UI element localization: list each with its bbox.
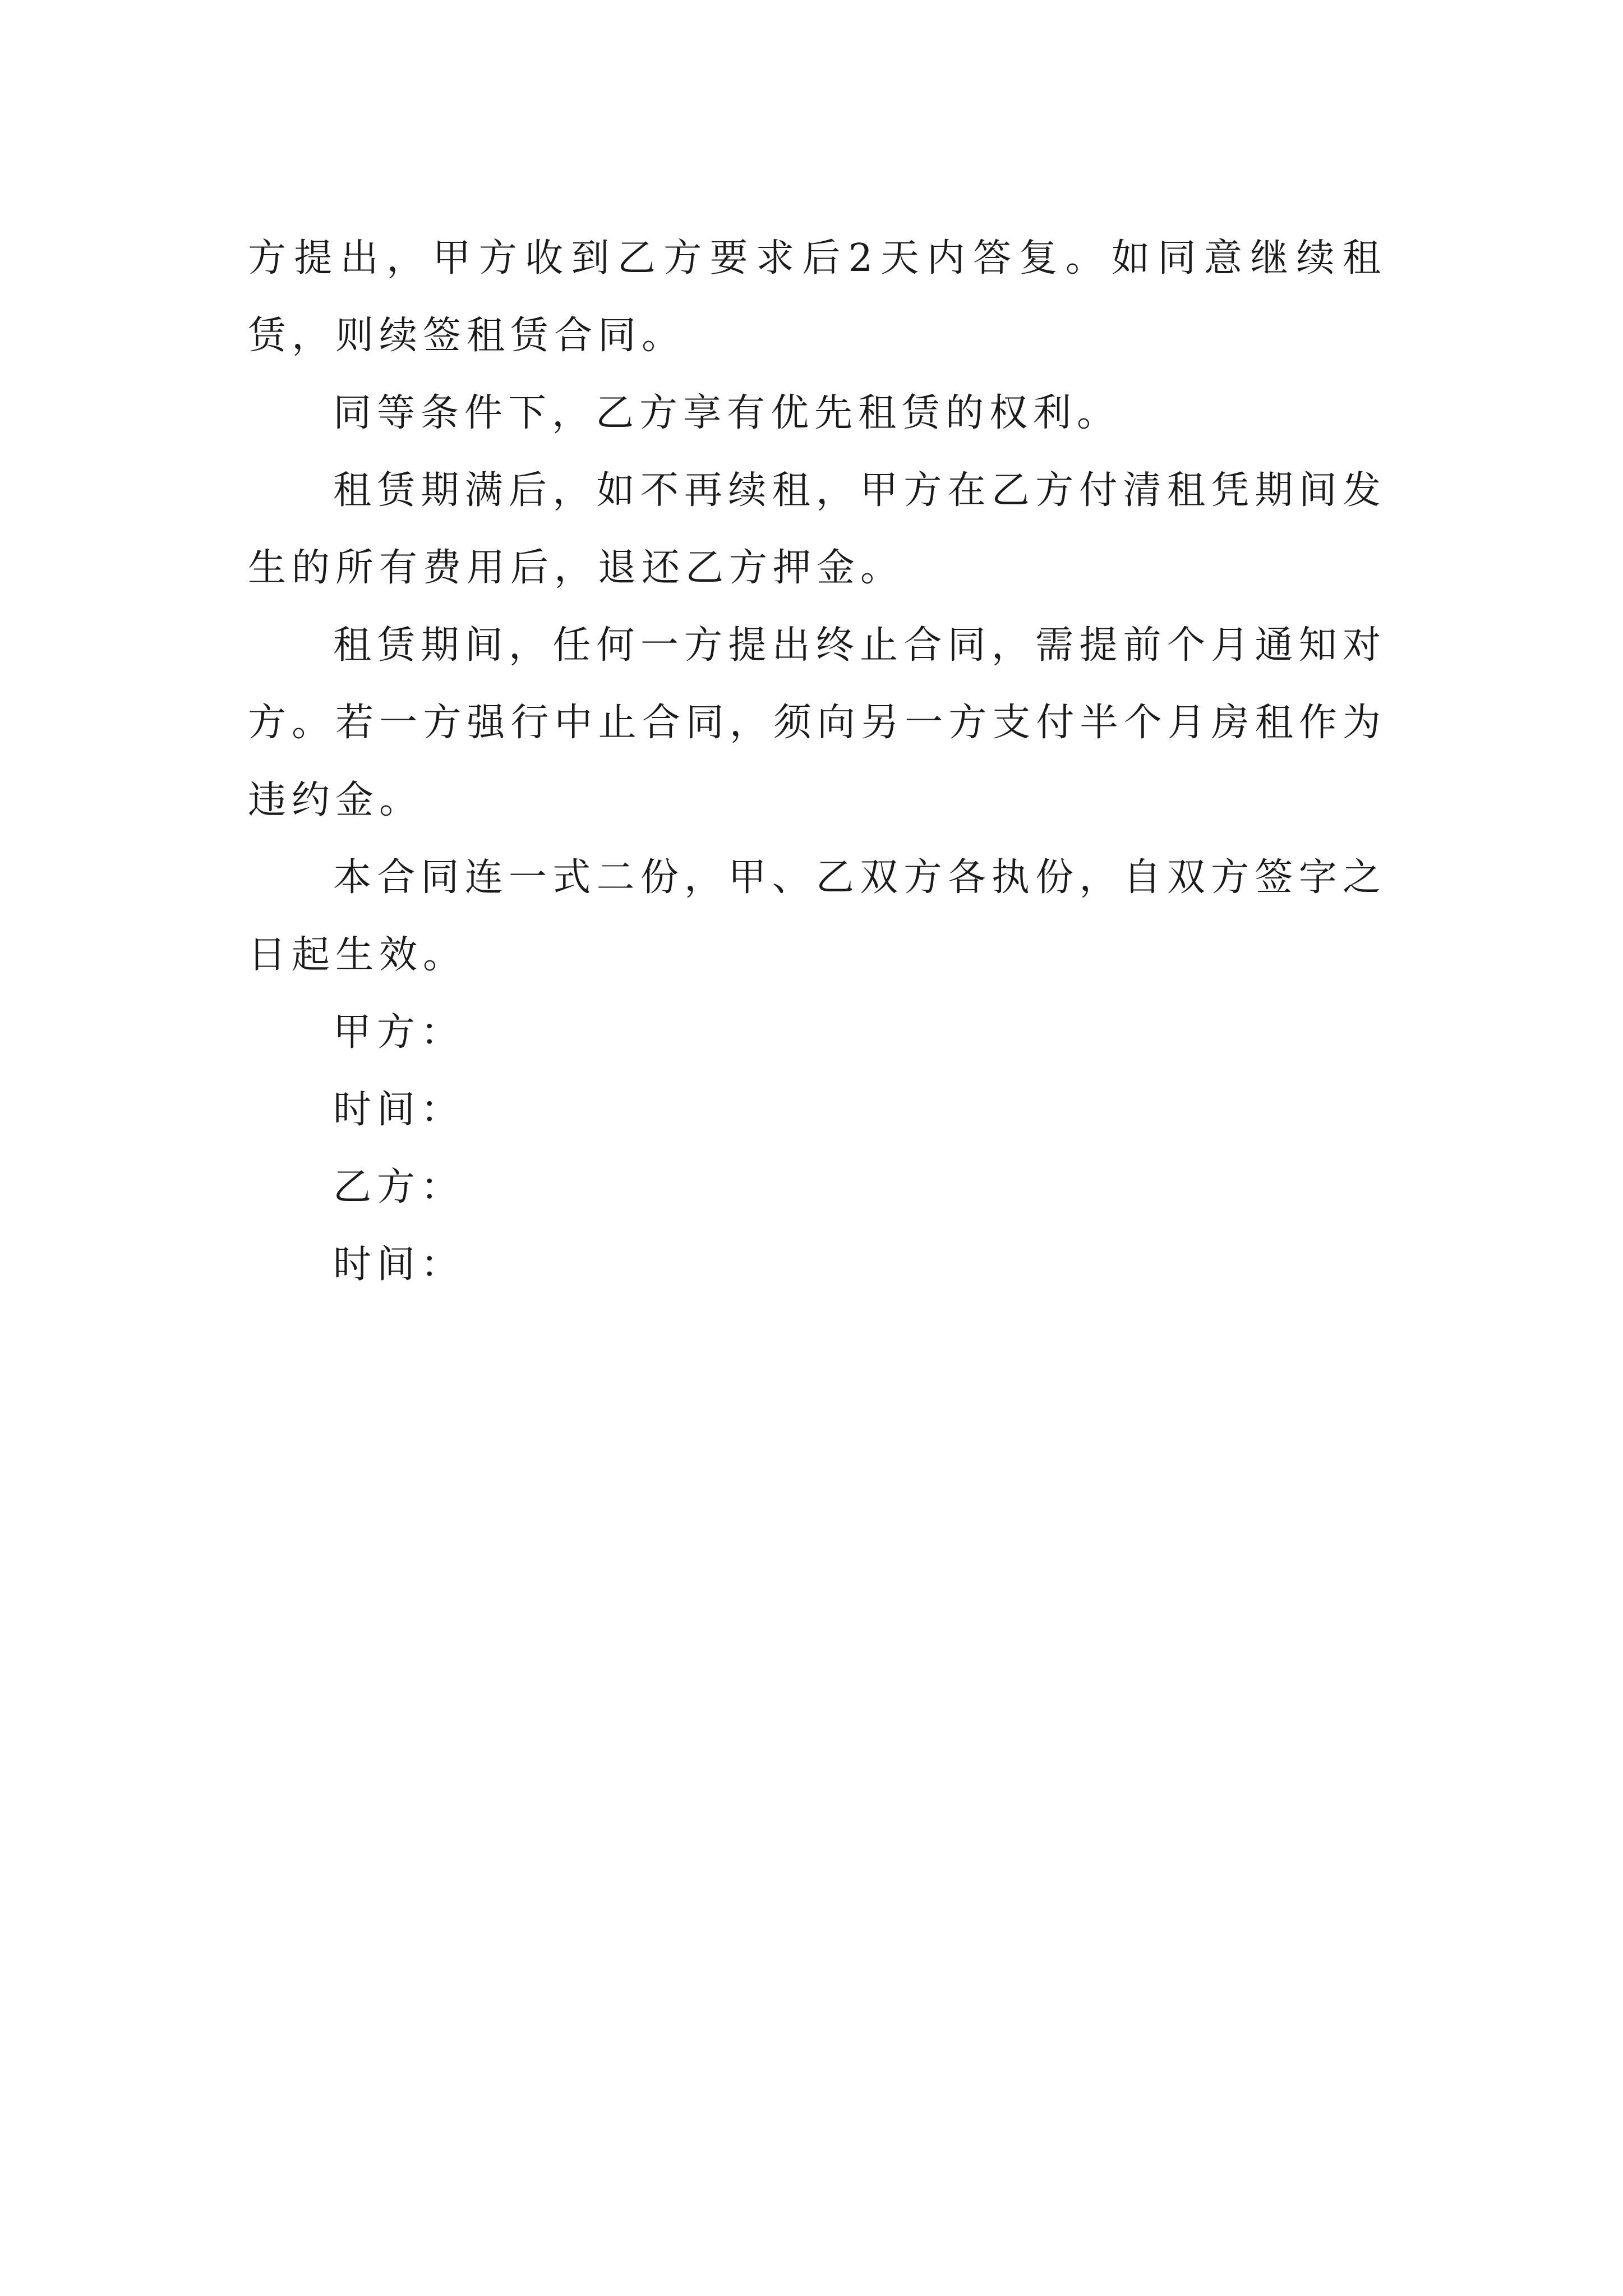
document-body xyxy=(248,220,1386,1304)
paragraph-priority-lease: 同等条件下，乙方享有优先租赁的权利。 xyxy=(333,391,1121,435)
paragraph-deposit-refund: 租赁期满后，如不再续租，甲方在乙方付清租凭期间发生的所有费用后，退还乙方押金。 xyxy=(248,468,1386,590)
paragraph-renewal: 方提出，甲方收到乙方要求后2天内答复。如同意继续租赁，则续签租赁合同。 xyxy=(248,236,1386,358)
signature-party-b: 乙方： xyxy=(333,1165,465,1209)
signature-party-a: 甲方： xyxy=(333,1010,465,1055)
paragraph-copies-effective: 本合同连一式二份，甲、乙双方各执份，自双方签字之日起生效。 xyxy=(248,855,1386,977)
signature-time-a: 时间： xyxy=(333,1088,465,1132)
paragraph-termination: 租赁期间，任何一方提出终止合同，需提前个月通知对方。若一方强行中止合同，须向另一方支付半个月房租作为违约金。 xyxy=(248,623,1386,822)
signature-time-b: 时间： xyxy=(333,1243,465,1287)
